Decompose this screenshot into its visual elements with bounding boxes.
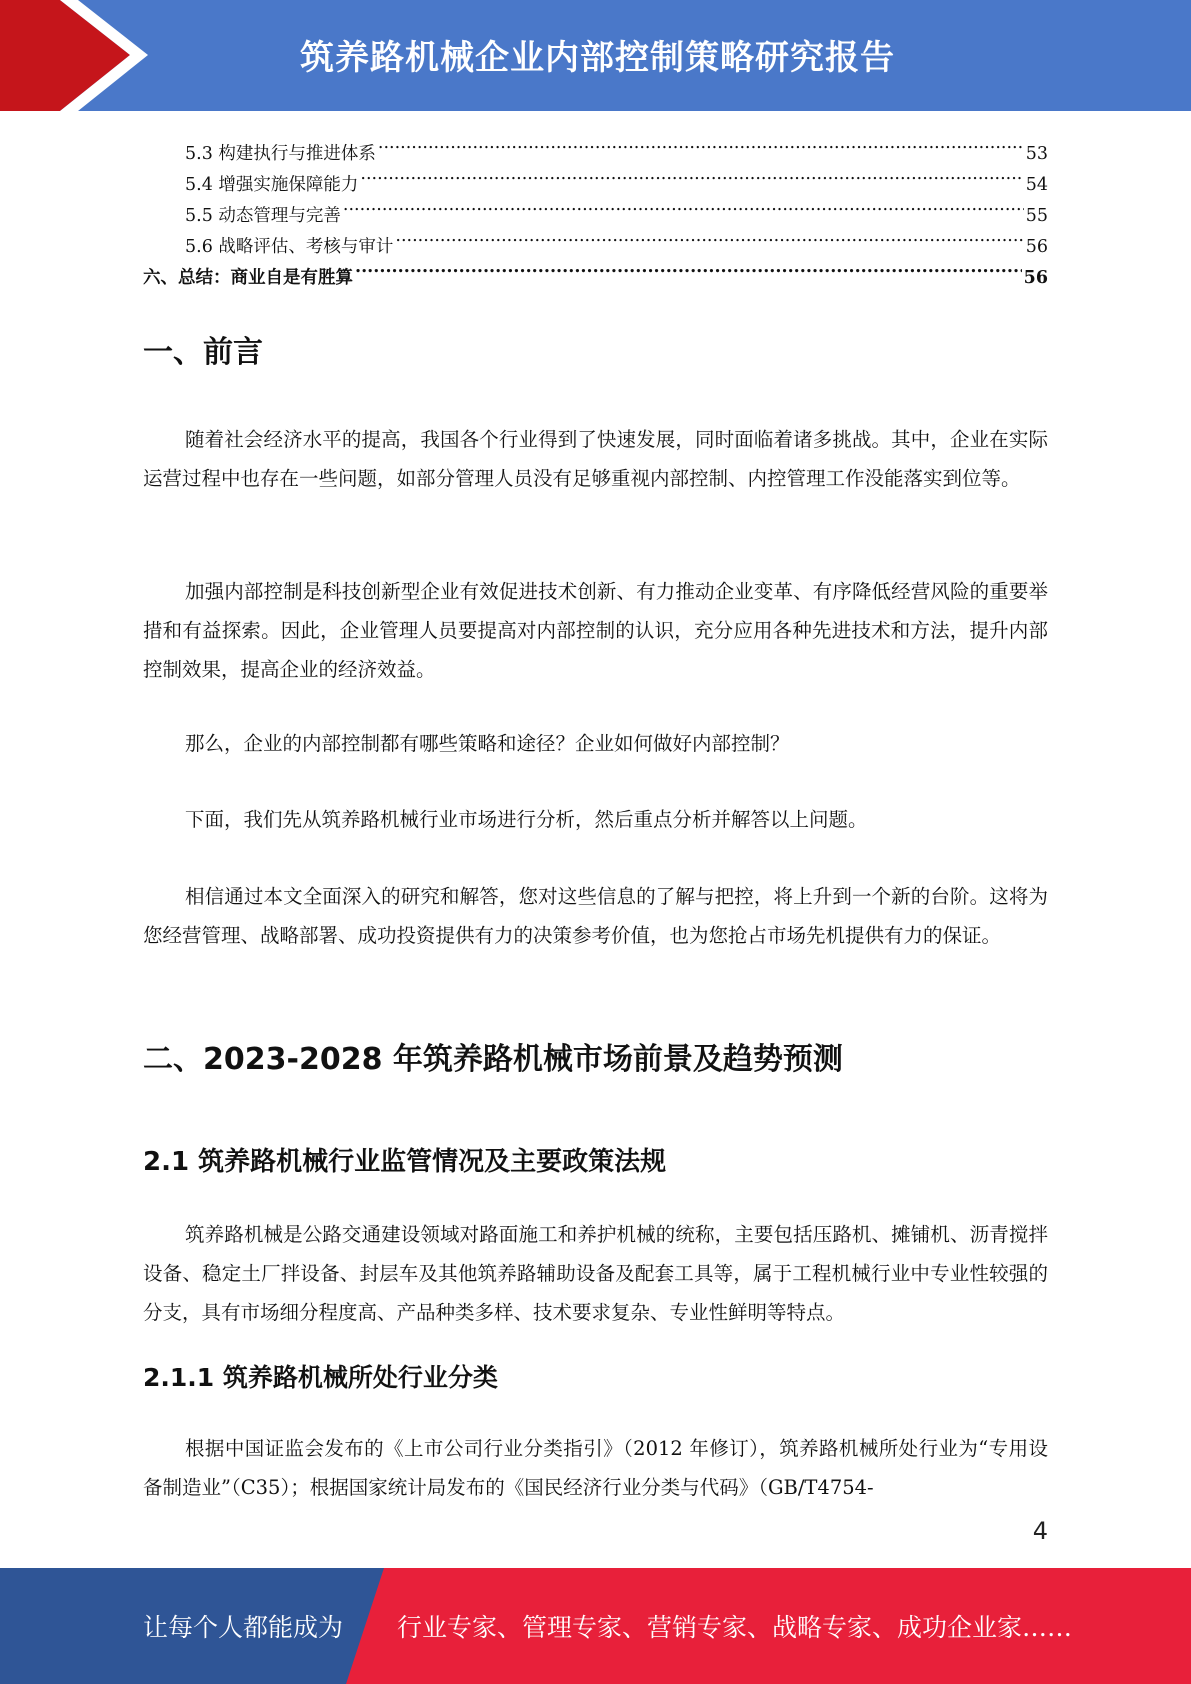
toc-leader-dots: [360, 159, 1023, 190]
toc-item-page: 55: [1025, 206, 1048, 226]
paragraph: 筑养路机械是公路交通建设领域对路面施工和养护机械的统称，主要包括压路机、摊铺机、沥青搅拌设备、稳定土厂拌设备、封层车及其他筑养路辅助设备及配套工具等，属于工程机械行业中专业性较强的分支，具有市场细分程度高、产品种类多样、技术要求复杂、专业性鲜明等特点。: [143, 1223, 1048, 1324]
toc-item-label: 5.5 动态管理与完善: [185, 206, 341, 226]
toc-leader-dots: [378, 128, 1024, 159]
page-number: 4: [1032, 1517, 1048, 1545]
footer-slogan-right: 行业专家、管理专家、营销专家、战略专家、成功企业家……: [397, 1613, 1073, 1642]
paragraph: 根据中国证监会发布的《上市公司行业分类指引》（2012 年修订），筑养路机械所处行业为“专用设备制造业”（C35）；根据国家统计局发布的《国民经济行业分类与代码》（GB/T4754-: [143, 1437, 1048, 1499]
page-footer: [0, 1568, 1191, 1684]
toc-leader-dots: [395, 221, 1023, 252]
paragraph: 下面，我们先从筑养路机械行业市场进行分析，然后重点分析并解答以上问题。: [185, 808, 868, 831]
toc-item-label: 5.3 构建执行与推进体系: [185, 144, 376, 164]
toc-item-page: 54: [1025, 175, 1048, 195]
toc-item-page: 56: [1025, 237, 1048, 257]
paragraph: 随着社会经济水平的提高，我国各个行业得到了快速发展，同时面临着诸多挑战。其中，企业在实际运营过程中也存在一些问题，如部分管理人员没有足够重视内部控制、内控管理工作没能落实到位等。: [143, 428, 1048, 490]
toc-item-page: 53: [1025, 144, 1048, 164]
toc-item[interactable]: [143, 128, 1048, 164]
header-chevron-decoration: [0, 0, 160, 111]
header-title: 筑养路机械企业内部控制策略研究报告: [300, 38, 895, 78]
page-header: [0, 0, 1191, 111]
toc-item-label: 六、总结：商业自是有胜算: [143, 268, 353, 288]
subsection-heading-classification: 2.1.1 筑养路机械所处行业分类: [143, 1363, 498, 1392]
toc-item-page: 56: [1023, 268, 1048, 288]
table-of-contents: [143, 128, 1048, 288]
paragraph: 相信通过本文全面深入的研究和解答，您对这些信息的了解与把控，将上升到一个新的台阶。这将为您经营管理、战略部署、成功投资提供有力的决策参考价值，也为您抢占市场先机提供有力的保证。: [143, 885, 1048, 947]
toc-item-label: 5.4 增强实施保障能力: [185, 175, 359, 195]
footer-slogan-left: 让每个人都能成为: [143, 1613, 344, 1642]
toc-leader-dots: [343, 190, 1024, 221]
paragraph: 那么，企业的内部控制都有哪些策略和途径？企业如何做好内部控制？: [185, 732, 790, 755]
paragraph: 加强内部控制是科技创新型企业有效促进技术创新、有力推动企业变革、有序降低经营风险的重要举措和有益探索。因此，企业管理人员要提高对内部控制的认识，充分应用各种先进技术和方法，提升内部控制效果，提高企业的经济效益。: [143, 580, 1048, 681]
toc-item-label: 5.6 战略评估、考核与审计: [185, 237, 394, 257]
subsection-heading-regulation: 2.1 筑养路机械行业监管情况及主要政策法规: [143, 1147, 667, 1177]
section-heading-market-forecast: 二、2023-2028 年筑养路机械市场前景及趋势预测: [143, 1042, 843, 1077]
toc-leader-dots: [355, 252, 1022, 283]
section-heading-preface: 一、前言: [143, 335, 263, 370]
